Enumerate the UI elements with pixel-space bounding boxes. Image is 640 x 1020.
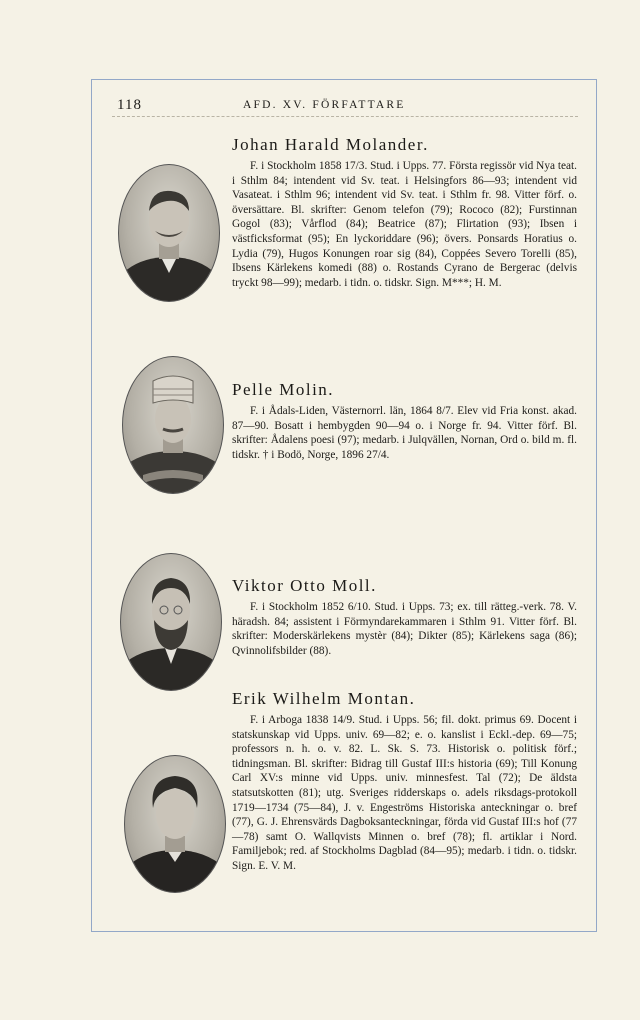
entry-bio: F. i Stockholm 1858 17/3. Stud. i Upps. 77. Första regissör vid Nya teat. i Sthlm 84; intendent vid Sv. teat. i Helsingfors 86—93; intendent vid Vasateat. i Sthlm 96; intendent vid Sv. teat. i Sthlm fr. 98. Vitter förf. o. översättare. Bl. skrifter: Genom telefon (79); Rococo (82); Furstinnan Gogol (83); Vårflod (84); Beatrice (87); Flirtation (93); Ibsen i västficksformat (95); En lyckoriddare (96); övers. Ponsards Horatius o. Lydia (79), Hugos Konungen roar sig (84), Coppées Severo Torelli (85), Ibsens Kärlekens komedi (88) o. Rostands Cyrano de Bergerac (delvis tryckt 98—99); medarb. i tidn. o. tidskr. Sign. M***; H. M. — [232, 160, 577, 289]
entry-name: Pelle Molin. — [232, 380, 335, 399]
entry-moll — [232, 576, 577, 658]
entry-name: Johan Harald Molander. — [232, 135, 429, 154]
page-number: 118 — [117, 97, 142, 113]
entry-molander — [232, 135, 577, 290]
entry-bio: F. i Stockholm 1852 6/10. Stud. i Upps. 73; ex. till rätteg.-verk. 78. V. häradsh. 84; assistent i Förmyndarekammaren i Sthlm 91. Vitter förf. Bl. skrifter: Moderskärlekens mystèr (84); Dikter (85); Kärlekens saga (86); Qvinnolifsbilder (88). — [232, 601, 577, 657]
portrait-moll — [120, 553, 222, 691]
entry-bio: F. i Arboga 1838 14/9. Stud. i Upps. 56; fil. dokt. primus 69. Docent i statskunskap vid Upps. univ. 69—82; e. o. kanslist i Eckl.-dep. 69—75; professors n. h. o. v. 82. L. Sk. S. 73. Historisk o. politisk förf.; tidningsman. Bl. skrifter: Bidrag till Gustaf III:s historia (69); Till Konung Carl XV:s minne vid Upps. univ. minnesfest. Tal (72); De äldsta statsutskotten (81); utg. Sveriges ridderskaps o. adels riksdags-protokoll 1719—1734 (75—84), J. v. Engeströms Historiska anteckningar o. bref (77), G. J. Ehrensvärds Dagboksanteckningar, förda vid Gustaf III:s hof (77—78) samt O. Wallqvists Minnen o. bref (78); fl. artiklar i Nord. Familjebok; red. af Stockholms Dagblad (84—95); medarb. i tidn. o. tidskr. Sign. E. V. M. — [232, 714, 577, 872]
entry-name: Erik Wilhelm Montan. — [232, 689, 416, 708]
entry-name: Viktor Otto Moll. — [232, 576, 377, 595]
portrait-molin — [122, 356, 224, 494]
entry-bio: F. i Ådals-Liden, Västernorrl. län, 1864 8/7. Elev vid Fria konst. akad. 87—90. Bosatt i hembygden 90—94 o. i Norge fr. 94. Vitter förf. Bl. skrifter: Ådalens poesi (97); medarb. i Julqvällen, Nornan, Ord o. bild m. fl. tidskr. † i Bodö, Norge, 1896 27/4. — [232, 405, 577, 461]
entry-molin — [232, 380, 577, 462]
entry-montan — [232, 689, 577, 874]
portrait-montan — [124, 755, 226, 893]
running-head: AFD. XV. FÖRFATTARE — [243, 99, 406, 111]
portrait-molander — [118, 164, 220, 302]
header-rule — [112, 116, 578, 117]
